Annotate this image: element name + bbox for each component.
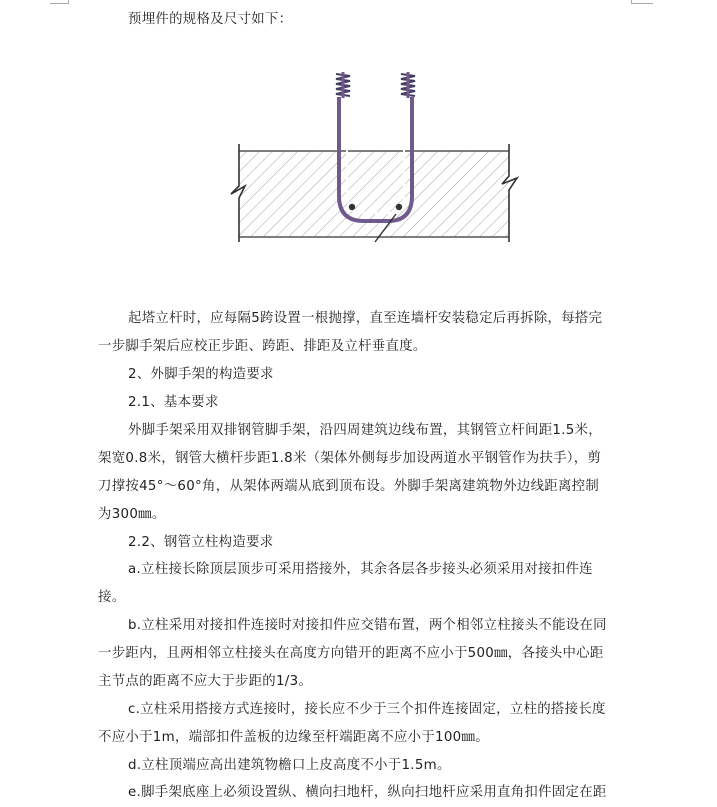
paragraph-line: 起塔立杆时，应每隔5跨设置一根抛撑，直至连墙杆安装稳定后再拆除，每搭完 xyxy=(128,311,603,326)
list-item-c: c.立柱采用搭接方式连接时，接长应不少于三个扣件连接固定，立柱的搭接长度 xyxy=(128,702,606,717)
paragraph-line: 为300㎜。 xyxy=(98,507,166,522)
list-item-c: 不应小于1m，端部扣件盖板的边缘至杆端距离不应小于100㎜。 xyxy=(98,730,489,745)
rebar-thread-left xyxy=(336,71,350,98)
concrete-slab xyxy=(239,151,509,237)
list-item-d: d.立柱顶端应高出建筑物檐口上皮高度不小于1.5m。 xyxy=(128,758,451,773)
list-item-b: b.立柱采用对接扣件连接时对接扣件应交错布置，两个相邻立柱接头不能设在同 xyxy=(128,618,607,633)
list-item-a: a.立柱接长除顶层顶步可采用搭接外，其余各层各步接头必须采用对接扣件连 xyxy=(128,562,593,577)
paragraph-line: 外脚手架采用双排钢管脚手架，沿四周建筑边线布置，其钢管立杆间距1.5米， xyxy=(128,423,602,438)
list-item-b: 一步距内，且两相邻立柱接头在高度方向错开的距离不应小于500㎜，各接头中心距 xyxy=(98,646,604,661)
list-item-a: 接。 xyxy=(98,590,126,605)
paragraph-line: 刀撑按45°～60°角，从架体两端从底到顶布设。外脚手架离建筑物外边线距离控制 xyxy=(98,479,600,494)
embedded-part-figure xyxy=(228,68,528,248)
page-corner-mark-left xyxy=(50,3,69,4)
section-heading: 2、外脚手架的构造要求 xyxy=(128,367,274,382)
page-corner-mark-right xyxy=(631,3,653,4)
list-item-b: 主节点的距离不应大于步距的1/3。 xyxy=(98,674,313,689)
paragraph-line: 架宽0.8米，钢管大横杆步距1.8米（架体外侧每步加设两道水平钢管作为扶手），剪 xyxy=(98,451,602,466)
intro-text: 预埋件的规格及尺寸如下： xyxy=(128,12,293,27)
list-item-e: e.脚手架底座上必须设置纵、横向扫地杆，纵向扫地杆应采用直角扣件固定在距 xyxy=(128,785,607,800)
rebar-thread-right xyxy=(401,71,415,98)
subsection-heading: 2.2、钢管立柱构造要求 xyxy=(128,535,274,550)
paragraph-line: 一步脚手架后应校正步距、跨距、排距及立杆垂直度。 xyxy=(98,339,427,354)
subsection-heading: 2.1、基本要求 xyxy=(128,395,219,410)
